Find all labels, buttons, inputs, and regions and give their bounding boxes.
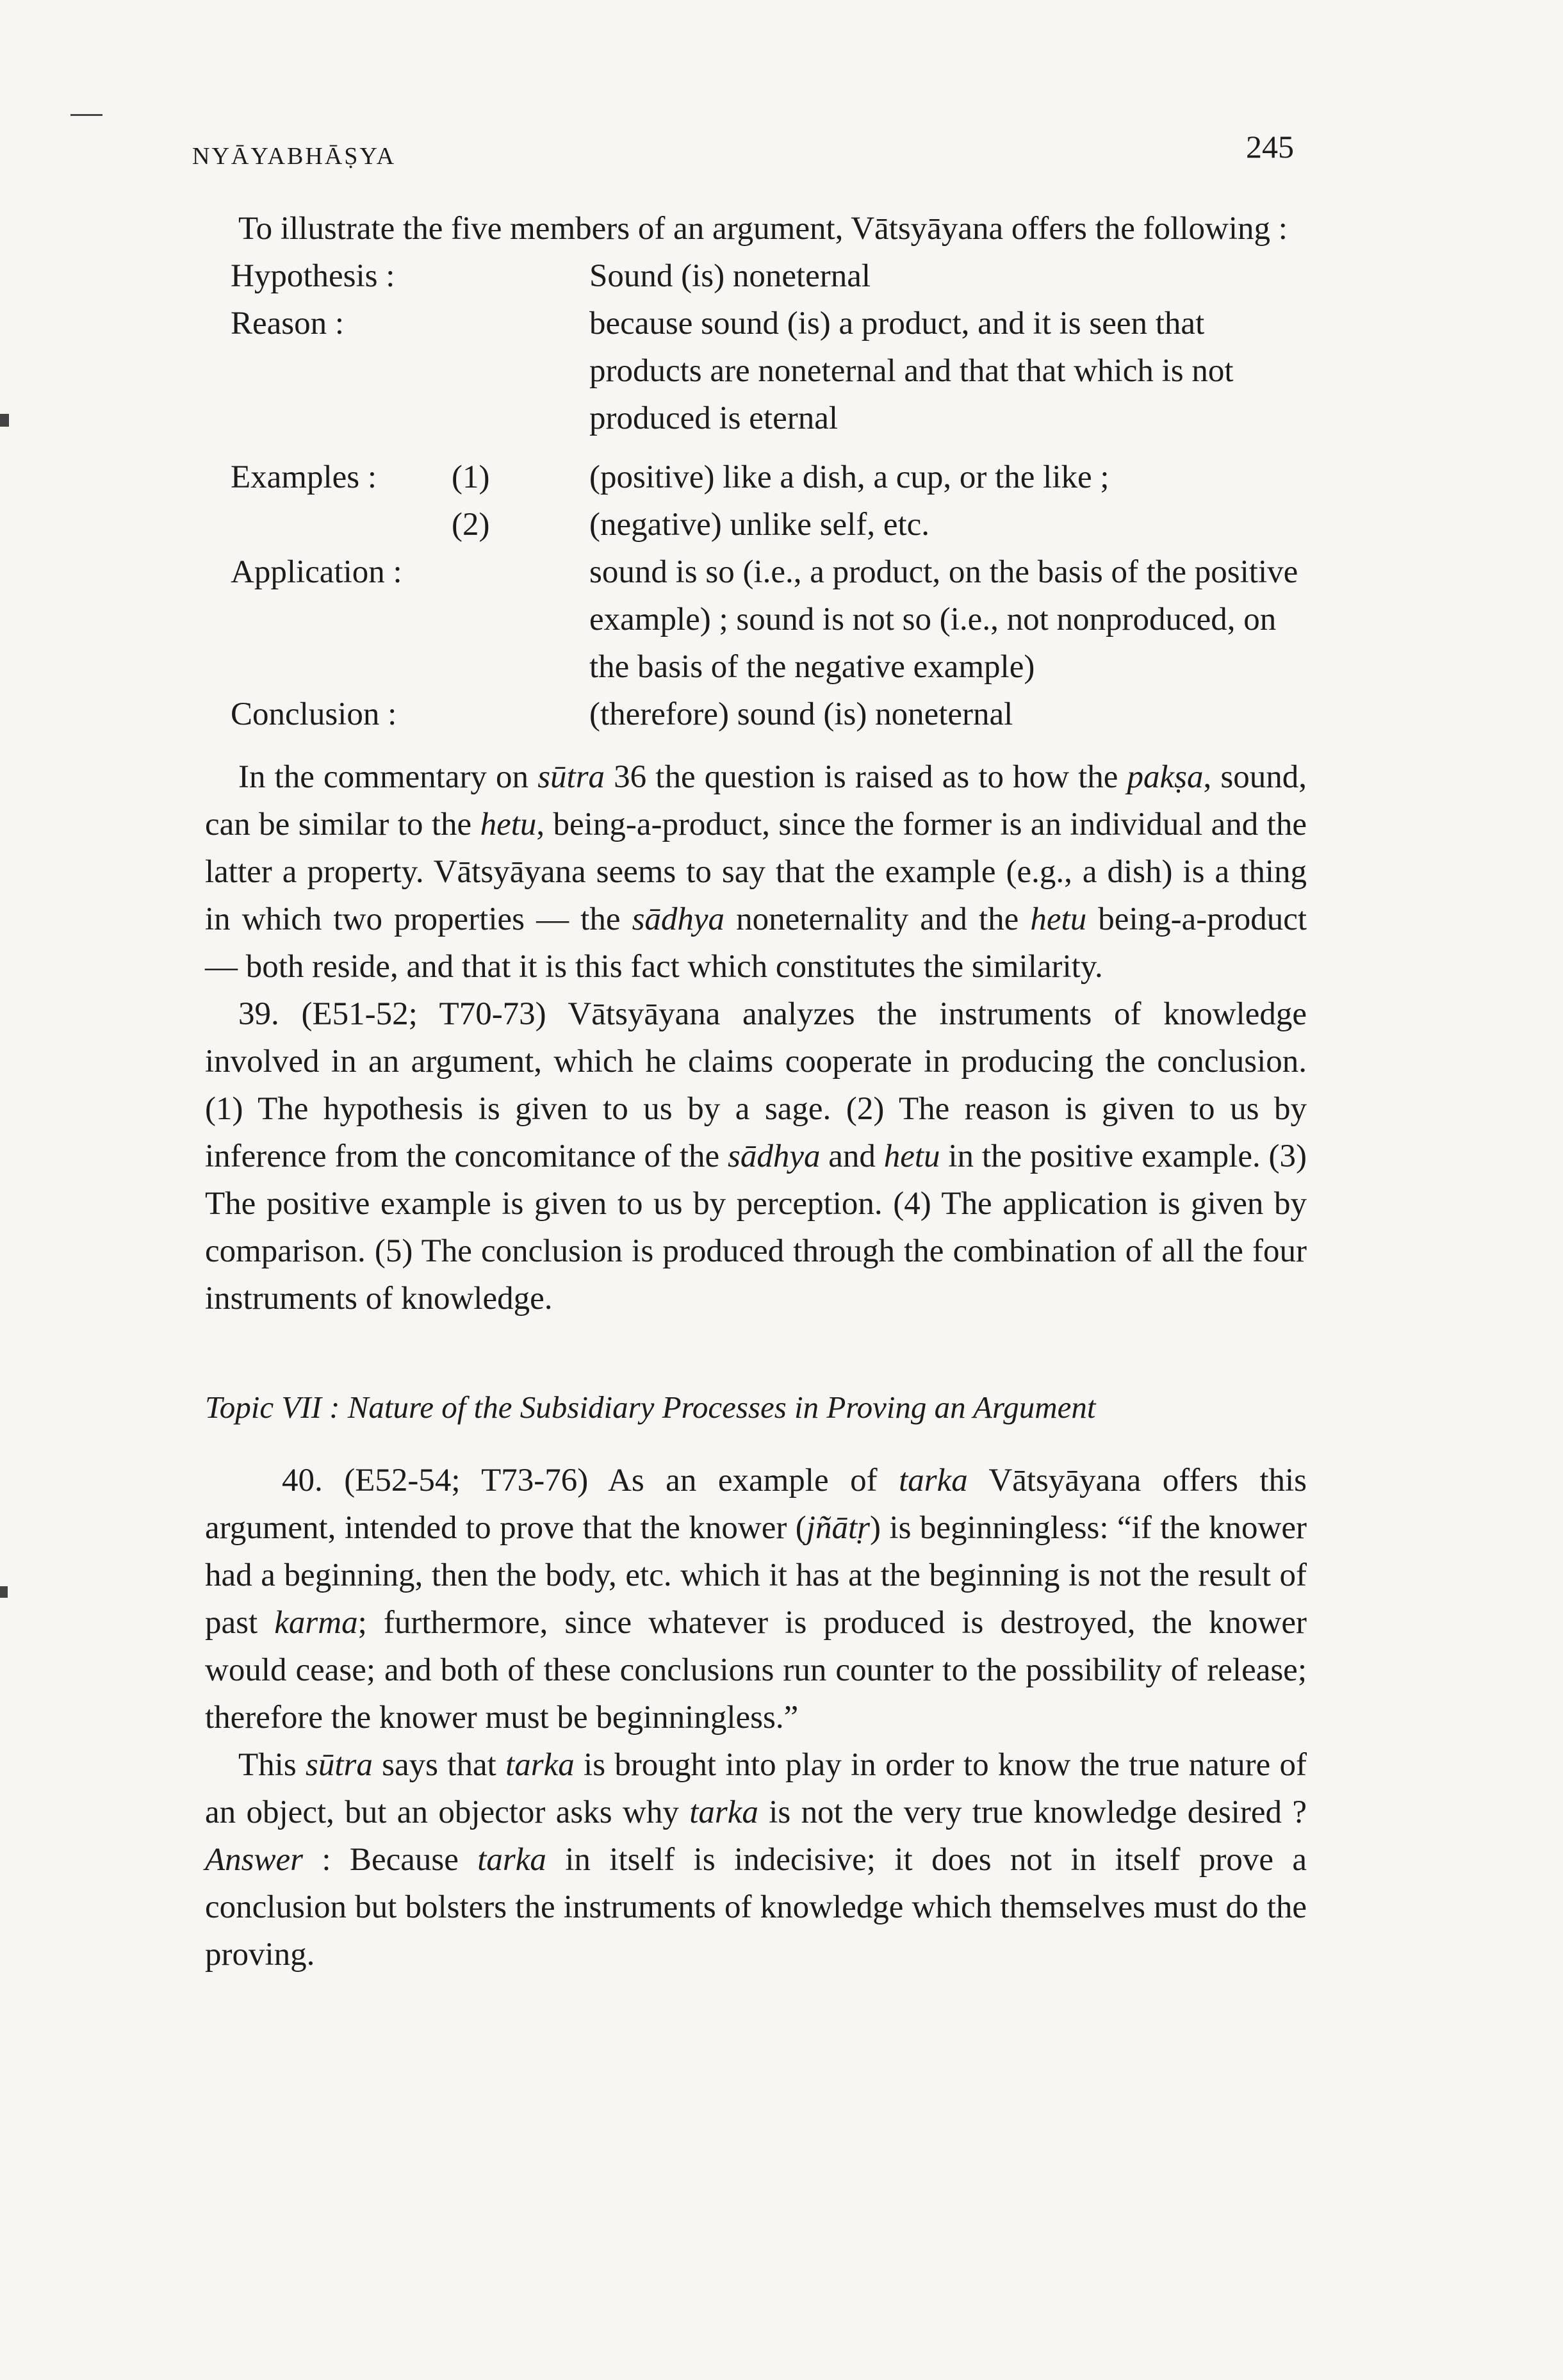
syllogism-row-conclusion	[231, 691, 1307, 738]
syllogism-row-example-2	[231, 501, 1307, 548]
commentary-paragraph: In the commentary on sūtra 36 the question is raised as to how the pakṣa, sound, can be similar to the hetu, being-a-product, since the former is an individual and the latter a property. Vātsyāyana seems to say that the example (e.g., a dish) is a thing in which two properties — the sādhya noneternality and the hetu being-a-product — both reside, and that it is this fact which constitutes the similarity.	[205, 759, 1307, 985]
syllogism-text: Sound (is) noneternal	[589, 258, 871, 294]
syllogism-text: because sound (is) a product, and it is seen that products are noneternal and that that which is not produced is eternal	[589, 306, 1234, 436]
sutra-paragraph: This sūtra says that tarka is brought into play in order to know the true nature of an object, but an objector asks why tarka is not the very true knowledge desired ? Answer : Because tarka in itself is indecisive; it does not in itself prove a conclusion but bolsters the instruments of knowledge which themselves must do the proving.	[205, 1747, 1307, 1973]
syllogism-num: (1)	[452, 459, 490, 495]
syllogism-row-reason	[231, 300, 1307, 442]
intro-paragraph: To illustrate the five members of an argument, Vātsyāyana offers the following :	[238, 211, 1288, 247]
five-member-argument	[231, 252, 1307, 738]
syllogism-label: Hypothesis :	[231, 258, 395, 294]
syllogism-row-hypothesis	[231, 252, 1307, 300]
section-39-paragraph: 39. (E51-52; T70-73) Vātsyāyana analyzes the instruments of knowledge involved in an argument, which he claims cooperate in producing the conclusion. (1) The hypothesis is given to us by a sage. (2) The reason is given to us by inference from the concomitance of the sādhya and hetu in the positive example. (3) The positive example is given to us by perception. (4) The application is given by comparison. (5) The conclusion is produced through the combination of all the four instruments of knowledge.	[205, 996, 1307, 1317]
syllogism-text: (therefore) sound (is) noneternal	[589, 696, 1013, 732]
syllogism-text: sound is so (i.e., a product, on the basis of the positive example) ; sound is not so (i.e., not nonproduced, on the basis of the negative example)	[589, 554, 1298, 685]
syllogism-label: Application :	[231, 554, 402, 590]
topic-heading: Topic VII : Nature of the Subsidiary Processes in Proving an Argument	[205, 1390, 1096, 1425]
section-40-paragraph: 40. (E52-54; T73-76) As an example of tarka Vātsyāyana offers this argument, intended to prove that the knower (jñātṛ) is beginningless: “if the knower had a beginning, then the body, etc. which it has at the beginning is not the result of past karma; furthermore, since whatever is produced is destroyed, the knower would cease; and both of these conclusions run counter to the possibility of release; therefore the knower must be beginningless.”	[205, 1463, 1307, 1736]
margin-tick-left	[0, 414, 9, 427]
syllogism-row-application	[231, 548, 1307, 691]
running-head: NYĀYABHĀṢYA	[192, 143, 397, 170]
syllogism-text: (negative) unlike self, etc.	[589, 507, 930, 543]
margin-tick-left-2	[0, 1586, 8, 1598]
page-header	[192, 128, 1294, 179]
syllogism-num: (2)	[452, 507, 490, 543]
syllogism-label: Reason :	[231, 306, 345, 341]
syllogism-label: Examples :	[231, 459, 377, 495]
syllogism-label: Conclusion :	[231, 696, 397, 732]
syllogism-row-example-1	[231, 454, 1307, 501]
margin-tick-top	[70, 114, 102, 116]
syllogism-text: (positive) like a dish, a cup, or the like ;	[589, 459, 1109, 495]
page-body	[205, 205, 1307, 1978]
page-number: 245	[1246, 129, 1294, 165]
